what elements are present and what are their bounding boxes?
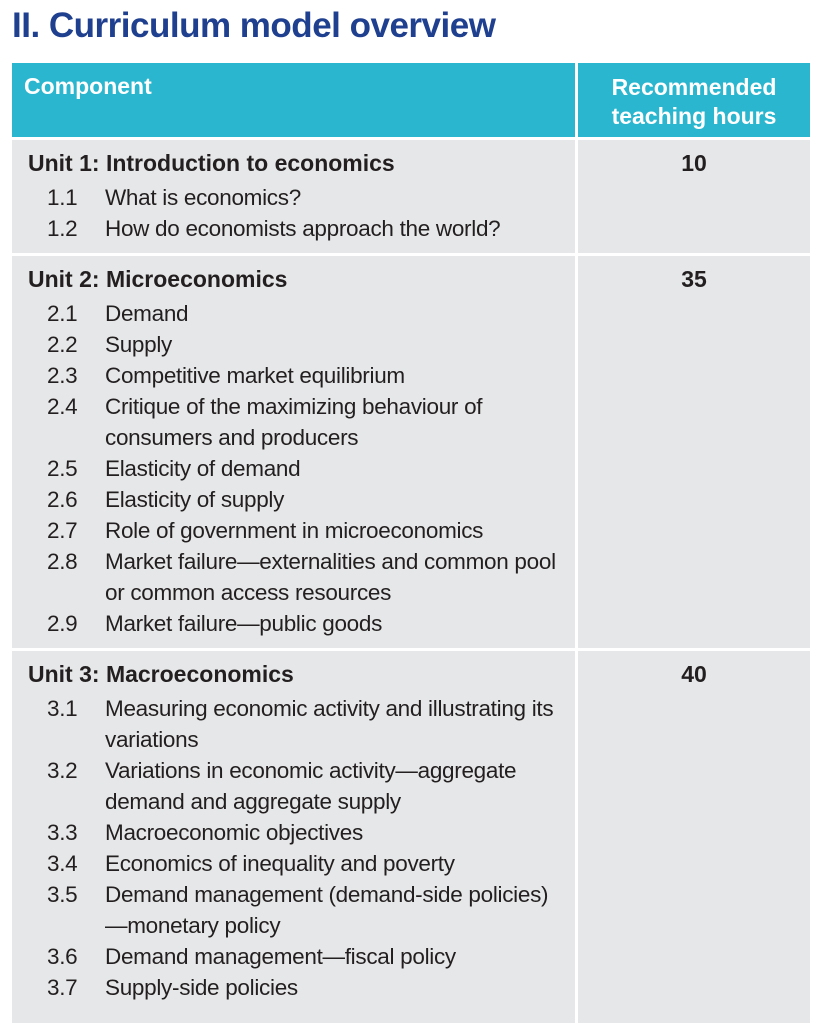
unit-2-component-cell bbox=[12, 256, 575, 648]
header-teaching-hours bbox=[578, 73, 810, 131]
topic-item bbox=[12, 848, 575, 879]
unit-row-1 bbox=[12, 140, 810, 253]
header-hours-line1: Recommended bbox=[611, 74, 777, 100]
topic-text: Market failure—public goods bbox=[105, 611, 383, 636]
curriculum-table bbox=[12, 63, 810, 1023]
topic-item bbox=[12, 484, 575, 515]
topic-item bbox=[12, 391, 575, 453]
topic-text: Macroeconomic objectives bbox=[105, 820, 363, 845]
topic-item bbox=[12, 941, 575, 972]
topic-number: 2.1 bbox=[47, 301, 78, 326]
unit-2-title: Unit 2: Microeconomics bbox=[28, 266, 288, 292]
unit-1-component-cell bbox=[12, 140, 575, 253]
unit-2-topic-list bbox=[12, 298, 575, 639]
topic-number: 2.7 bbox=[47, 518, 78, 543]
page-title: II. Curriculum model overview bbox=[12, 6, 496, 45]
table-header-row bbox=[12, 63, 810, 137]
topic-text: Demand management—fiscal policy bbox=[105, 944, 456, 969]
topic-text: Competitive market equilibrium bbox=[105, 363, 405, 388]
topic-number: 2.8 bbox=[47, 549, 78, 574]
unit-2-hours-cell bbox=[578, 256, 810, 648]
topic-item bbox=[12, 608, 575, 639]
topic-number: 3.4 bbox=[47, 851, 78, 876]
topic-number: 3.3 bbox=[47, 820, 78, 845]
topic-number: 2.5 bbox=[47, 456, 78, 481]
topic-number: 3.2 bbox=[47, 758, 78, 783]
topic-item bbox=[12, 453, 575, 484]
unit-3-topic-list bbox=[12, 693, 575, 1003]
topic-item bbox=[12, 817, 575, 848]
topic-text: Role of government in microeconomics bbox=[105, 518, 484, 543]
topic-text: Demand management (demand-side policies)—monetary policy bbox=[105, 882, 549, 938]
topic-number: 2.6 bbox=[47, 487, 78, 512]
topic-text: Variations in economic activity—aggregate demand and aggregate supply bbox=[105, 758, 517, 814]
topic-number: 3.7 bbox=[47, 975, 78, 1000]
topic-item bbox=[12, 515, 575, 546]
topic-text: Critique of the maximizing behaviour of consumers and producers bbox=[105, 394, 483, 450]
topic-number: 1.2 bbox=[47, 216, 78, 241]
unit-3-title: Unit 3: Macroeconomics bbox=[28, 661, 294, 687]
topic-number: 3.1 bbox=[47, 696, 78, 721]
topic-item bbox=[12, 360, 575, 391]
topic-number: 2.3 bbox=[47, 363, 78, 388]
topic-text: Demand bbox=[105, 301, 189, 326]
unit-row-3 bbox=[12, 651, 810, 1023]
topic-item bbox=[12, 329, 575, 360]
header-component: Component bbox=[24, 73, 152, 99]
unit-2-hours: 35 bbox=[681, 266, 707, 292]
unit-3-component-cell bbox=[12, 651, 575, 1023]
topic-text: Measuring economic activity and illustrating its variations bbox=[105, 696, 554, 752]
header-hours-line2: teaching hours bbox=[611, 103, 777, 129]
unit-row-2 bbox=[12, 256, 810, 648]
unit-1-title: Unit 1: Introduction to economics bbox=[28, 150, 395, 176]
topic-text: Supply-side policies bbox=[105, 975, 298, 1000]
topic-text: Elasticity of demand bbox=[105, 456, 301, 481]
topic-item bbox=[12, 755, 575, 817]
unit-3-hours-cell bbox=[578, 651, 810, 1023]
topic-number: 3.5 bbox=[47, 882, 78, 907]
unit-1-hours: 10 bbox=[681, 150, 707, 176]
topic-item bbox=[12, 182, 575, 213]
unit-3-hours: 40 bbox=[681, 661, 707, 687]
topic-text: How do economists approach the world? bbox=[105, 216, 501, 241]
topic-item bbox=[12, 879, 575, 941]
topic-number: 2.2 bbox=[47, 332, 78, 357]
topic-text: Elasticity of supply bbox=[105, 487, 285, 512]
unit-1-hours-cell bbox=[578, 140, 810, 253]
topic-number: 3.6 bbox=[47, 944, 78, 969]
topic-item bbox=[12, 693, 575, 755]
topic-text: Supply bbox=[105, 332, 172, 357]
topic-number: 1.1 bbox=[47, 185, 78, 210]
topic-item bbox=[12, 298, 575, 329]
topic-item bbox=[12, 546, 575, 608]
topic-text: What is economics? bbox=[105, 185, 301, 210]
topic-number: 2.9 bbox=[47, 611, 78, 636]
topic-item bbox=[12, 213, 575, 244]
topic-item bbox=[12, 972, 575, 1003]
topic-text: Economics of inequality and poverty bbox=[105, 851, 455, 876]
topic-text: Market failure—externalities and common pool or common access resources bbox=[105, 549, 556, 605]
unit-1-topic-list bbox=[12, 182, 575, 244]
topic-number: 2.4 bbox=[47, 394, 78, 419]
